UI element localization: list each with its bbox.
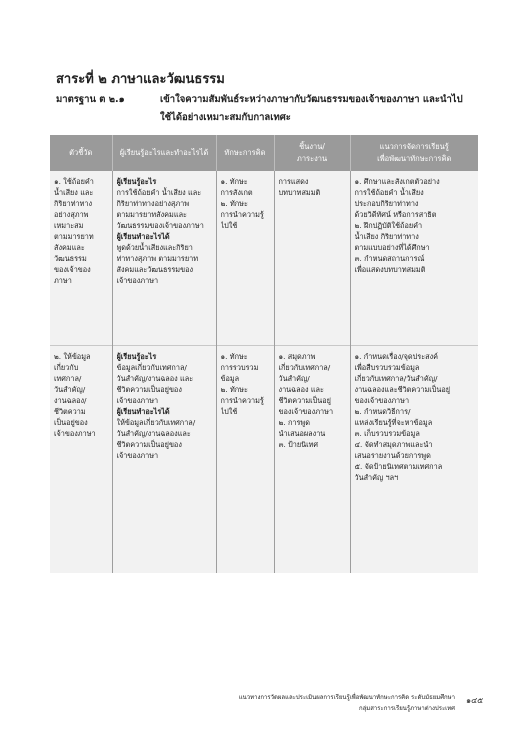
cell-guide: ๑. ศึกษาและสังเกตตัวอย่าง การใช้ถ้อยคำ น้ำเสียง ประกอบกิริยาท่าทาง ด้วยวิดีทัศน์ หรือการสาธิต ๒. ฝึกปฏิบัติใช้ถ้อยคำ น้ำเสียง กิริยาท่าทาง ตามแบบอย่างที่ได้ศึกษา ๓. กำหนดสถานการณ์ เพื่อแสดงบทบาทสมมติ (350, 171, 478, 346)
header-guide: แนวการจัดการเรียนรู้ เพื่อพัฒนาทักษะการคิด (350, 135, 478, 171)
table-row (50, 171, 478, 346)
table-row (50, 346, 478, 574)
cell-indicator: ๒. ให้ข้อมูล เกี่ยวกับ เทศกาล/ วันสำคัญ/ งานฉลอง/ ชีวิตความ เป็นอยู่ของ เจ้าของภาษา (50, 346, 112, 574)
learning-table (50, 135, 478, 573)
cell-skill: ๑. ทักษะ การรวบรวม ข้อมูล ๒. ทักษะ การนำความรู้ ไปใช้ (216, 346, 274, 574)
header-skill: ทักษะการคิด (216, 135, 274, 171)
header-work: ชิ้นงาน/ ภาระงาน (274, 135, 350, 171)
table-header-row (50, 135, 478, 171)
header-indicator: ตัวชี้วัด (50, 135, 112, 171)
footer-book-title: แนวทางการวัดผลและประเมินผลการเรียนรู้เพื่อพัฒนาทักษะการคิด ระดับมัธยมศึกษา (238, 694, 455, 701)
page-number: ๑๔๕ (466, 696, 484, 705)
standard-text: เข้าใจความสัมพันธ์ระหว่างภาษากับวัฒนธรรมของเจ้าของภาษา และนำไปใช้ได้อย่างเหมาะสมกับกาลเทศะ (160, 94, 463, 123)
section-heading: สาระที่ ๒ ภาษาและวัฒนธรรม (56, 72, 225, 87)
cell-work: การแสดง บทบาทสมมติ (274, 171, 350, 346)
cell-work: ๑. สมุดภาพ เกี่ยวกับเทศกาล/ วันสำคัญ/ งานฉลอง และ ชีวิตความเป็นอยู่ ของเจ้าของภาษา ๒. การพูด นำเสนอผลงาน ๓. ป้ายนิเทศ (274, 346, 350, 574)
cell-indicator: ๑. ใช้ถ้อยคำ น้ำเสียง และ กิริยาท่าทาง อย่างสุภาพ เหมาะสม ตามมารยาท สังคมและ วัฒนธรรม ของเจ้าของ ภาษา (50, 171, 112, 346)
cell-skill: ๑. ทักษะ การสังเกต ๒. ทักษะ การนำความรู้ ไปใช้ (216, 171, 274, 346)
footer-subject: กลุ่มสาระการเรียนรู้ภาษาต่างประเทศ (359, 705, 455, 712)
cell-learning: ผู้เรียนรู้อะไร ข้อมูลเกี่ยวกับเทศกาล/ วันสำคัญ/งานฉลอง และ ชีวิตความเป็นอยู่ของ เจ้าของภาษา ผู้เรียนทำอะไรได้ ให้ข้อมูลเกี่ยวกับเทศกาล/ วันสำคัญ/งานฉลองและ ชีวิตความเป็นอยู่ของ เจ้าของภาษา (112, 346, 216, 574)
cell-learning: ผู้เรียนรู้อะไร การใช้ถ้อยคำ น้ำเสียง และ กิริยาท่าทางอย่างสุภาพ ตามมารยาทสังคมและ วัฒนธรรมของเจ้าของภาษา ผู้เรียนทำอะไรได้ พูดด้วยน้ำเสียงและกิริยา ท่าทางสุภาพ ตามมารยาท สังคมและวัฒนธรรมของ เจ้าของภาษา (112, 171, 216, 346)
cell-guide: ๑. กำหนดเรื่อง/จุดประสงค์ เพื่อสืบรวบรวมข้อมูล เกี่ยวกับเทศกาล/วันสำคัญ/ งานฉลองและชีวิตความเป็นอยู่ ของเจ้าของภาษา ๒. กำหนดวิธีการ/ แหล่งเรียนรู้ที่จะหาข้อมูล ๓. เก็บรวบรวมข้อมูล ๔. จัดทำสมุดภาพและนำ เสนอรายงานด้วยการพูด ๕. จัดป้ายนิเทศตามเทศกาล วันสำคัญ ฯลฯ (350, 346, 478, 574)
standard-code: มาตรฐาน ต ๒.๑ (56, 94, 125, 105)
header-learning: ผู้เรียนรู้อะไรและทำอะไรได้ (112, 135, 216, 171)
